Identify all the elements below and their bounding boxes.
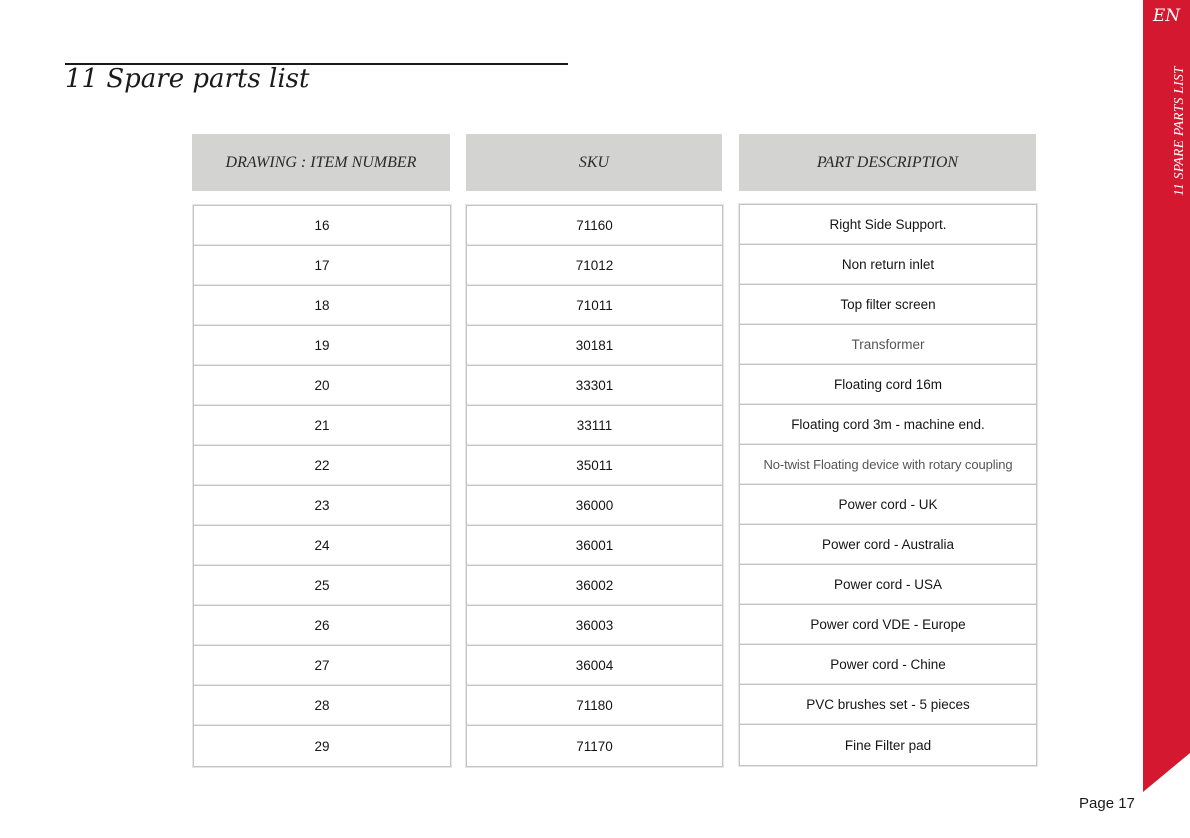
part-description-cell: Transformer: [740, 325, 1036, 365]
sku-cell: 71170: [576, 738, 613, 754]
sku-cell: 71012: [467, 246, 722, 286]
part-description-cell: Power cord - Chine: [740, 645, 1036, 685]
item-number-cell: 20: [194, 366, 450, 406]
sku-cell: 36004: [467, 646, 722, 686]
item-number-cell: 21: [194, 406, 450, 446]
header-sku: SKU: [466, 134, 722, 191]
part-description-cell: Power cord - USA: [740, 565, 1036, 605]
sku-cell: 30181: [467, 326, 722, 366]
part-description-cell: Non return inlet: [740, 245, 1036, 285]
part-description-column: [739, 204, 1037, 766]
item-number-column: [193, 205, 451, 767]
item-number-cell: 16: [194, 206, 450, 246]
page-title: 11 Spare parts list: [65, 64, 310, 94]
header-part-description: PART DESCRIPTION: [739, 134, 1036, 191]
sku-cell: 33301: [467, 366, 722, 406]
page-number: Page 17: [1079, 795, 1135, 812]
sku-cell: 71180: [467, 686, 722, 726]
item-number-cell: 17: [194, 246, 450, 286]
part-description-cell: Fine Filter pad: [844, 737, 932, 753]
part-description-cell: Floating cord 16m: [740, 365, 1036, 405]
part-description-cell: Right Side Support.: [740, 205, 1036, 245]
header-item-number: DRAWING : ITEM NUMBER: [192, 134, 450, 191]
item-number-cell: 25: [194, 566, 450, 606]
sku-cell: 71160: [467, 206, 722, 246]
item-number-cell: 22: [194, 446, 450, 486]
part-description-cell: No-twist Floating device with rotary coupling: [740, 445, 1036, 485]
part-description-cell: PVC brushes set - 5 pieces: [740, 685, 1036, 725]
sku-cell: 71011: [467, 286, 722, 326]
item-number-cell: 28: [194, 686, 450, 726]
item-number-cell: 26: [194, 606, 450, 646]
item-number-cell: 27: [194, 646, 450, 686]
item-number-cell: 24: [194, 526, 450, 566]
section-tab-label: 11 SPARE PARTS LIST: [1171, 66, 1186, 196]
part-description-cell: Top filter screen: [740, 285, 1036, 325]
part-description-cell: Power cord - UK: [740, 485, 1036, 525]
item-number-cell: 19: [194, 326, 450, 366]
item-number-cell: 18: [194, 286, 450, 326]
sku-cell: 33111: [467, 406, 722, 446]
item-number-cell: 23: [194, 486, 450, 526]
sku-cell: 35011: [467, 446, 722, 486]
sku-column: [466, 205, 723, 767]
part-description-cell: Floating cord 3m - machine end.: [740, 405, 1036, 445]
language-label: EN: [1152, 6, 1181, 26]
sku-cell: 36001: [467, 526, 722, 566]
part-description-cell: Power cord VDE - Europe: [740, 605, 1036, 645]
part-description-cell: Power cord - Australia: [740, 525, 1036, 565]
sku-cell: 36003: [467, 606, 722, 646]
sku-cell: 36000: [467, 486, 722, 526]
sku-cell: 36002: [467, 566, 722, 606]
item-number-cell: 29: [314, 738, 330, 754]
